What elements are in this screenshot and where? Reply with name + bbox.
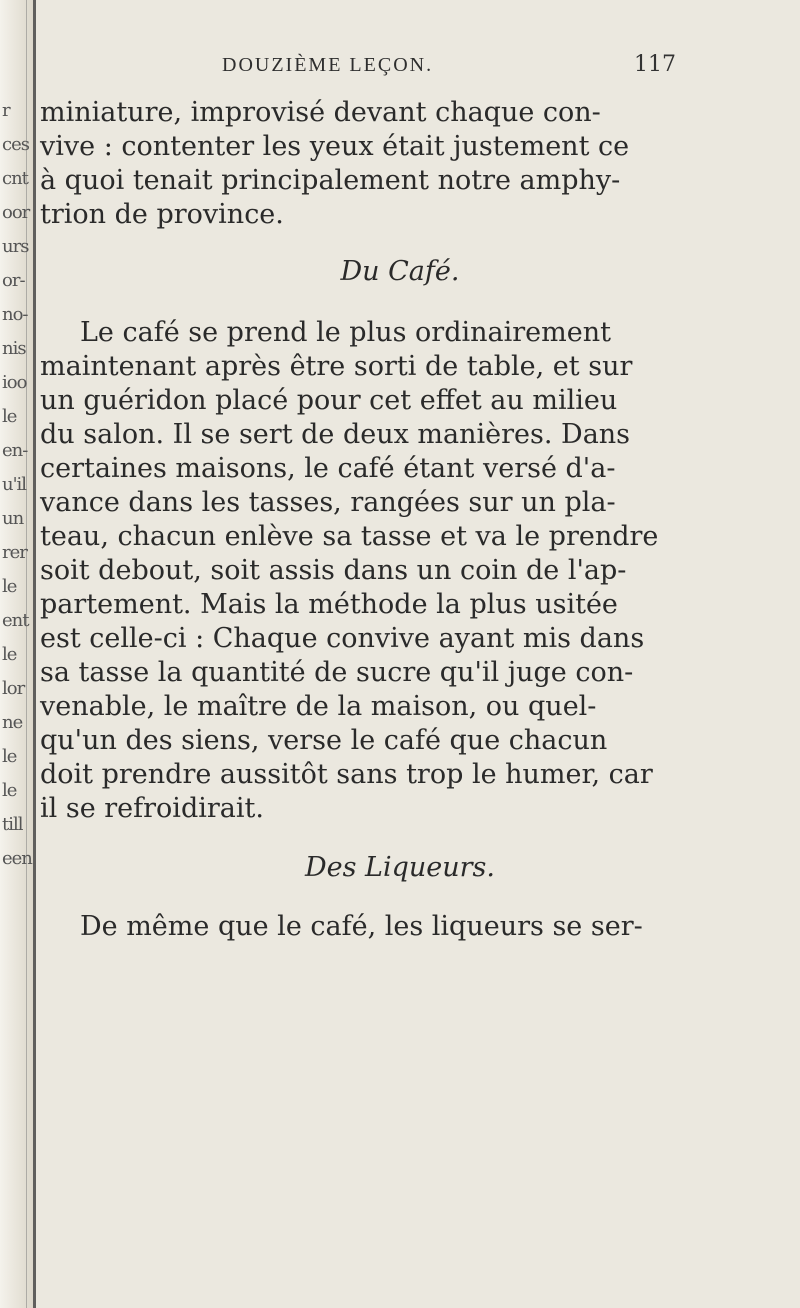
- text-line: miniature, improvisé devant chaque con-: [40, 97, 601, 128]
- bleed-fragment: no-: [2, 304, 28, 325]
- bleed-fragment: cnt: [2, 168, 28, 189]
- bleed-fragment: urs: [2, 236, 29, 257]
- text-line: sa tasse la quantité de sucre qu'il juge con-: [40, 657, 634, 688]
- text-line: un guéridon placé pour cet effet au milieu: [40, 385, 618, 416]
- bleed-fragment: ent: [2, 610, 29, 631]
- text-line: à quoi tenait principalement notre amphy-: [40, 165, 621, 196]
- bleed-fragment: een: [2, 848, 32, 869]
- section-heading-liqueurs: Des Liqueurs.: [304, 852, 495, 883]
- bleed-fragment: oor: [2, 202, 30, 223]
- bleed-fragment: le: [2, 406, 17, 427]
- section-heading-cafe: Du Café.: [340, 256, 460, 287]
- text-line: du salon. Il se sert de deux manières. Dans: [40, 419, 631, 450]
- text-line: vive : contenter les yeux était justement ce: [40, 131, 630, 162]
- running-header: [0, 48, 800, 88]
- bleed-fragment: or-: [2, 270, 25, 291]
- text-line: De même que le café, les liqueurs se ser-: [80, 911, 643, 942]
- bleed-fragment: rer: [2, 542, 27, 563]
- header-title: DOUZIÈME LEÇON.: [222, 54, 434, 76]
- bleed-fragment: le: [2, 644, 17, 665]
- bleed-fragment: le: [2, 576, 17, 597]
- bleed-fragment: le: [2, 746, 17, 767]
- bleed-fragment: ces: [2, 134, 29, 155]
- bleed-fragment: ne: [2, 712, 23, 733]
- binding-shadow: [26, 0, 27, 1308]
- text-line: partement. Mais la méthode la plus usitée: [40, 589, 618, 620]
- text-line: Le café se prend le plus ordinairement: [80, 317, 611, 348]
- text-line: venable, le maître de la maison, ou quel-: [40, 691, 597, 722]
- page-number: 117: [634, 52, 676, 77]
- text-line: il se refroidirait.: [40, 793, 264, 824]
- text-line: maintenant après être sorti de table, et sur: [40, 351, 633, 382]
- bleed-fragment: un: [2, 508, 24, 529]
- text-line: est celle-ci : Chaque convive ayant mis dans: [40, 623, 645, 654]
- bleed-fragment: ioo: [2, 372, 27, 393]
- bleed-fragment: till: [2, 814, 23, 835]
- bleed-fragment: r: [2, 100, 10, 121]
- bleed-fragment: en-: [2, 440, 28, 461]
- text-line: doit prendre aussitôt sans trop le humer, car: [40, 759, 653, 790]
- text-line: certaines maisons, le café étant versé d'a-: [40, 453, 616, 484]
- bleed-fragment: u'il: [2, 474, 27, 495]
- text-line: qu'un des siens, verse le café que chacun: [40, 725, 608, 756]
- text-line: soit debout, soit assis dans un coin de l'ap-: [40, 555, 627, 586]
- bleed-fragment: le: [2, 780, 17, 801]
- text-line: teau, chacun enlève sa tasse et va le prendre: [40, 521, 659, 552]
- bleed-fragment: nis: [2, 338, 26, 359]
- text-line: trion de province.: [40, 199, 284, 230]
- text-line: vance dans les tasses, rangées sur un pla-: [40, 487, 616, 518]
- binding-edge: [33, 0, 36, 1308]
- bleed-fragment: lor: [2, 678, 25, 699]
